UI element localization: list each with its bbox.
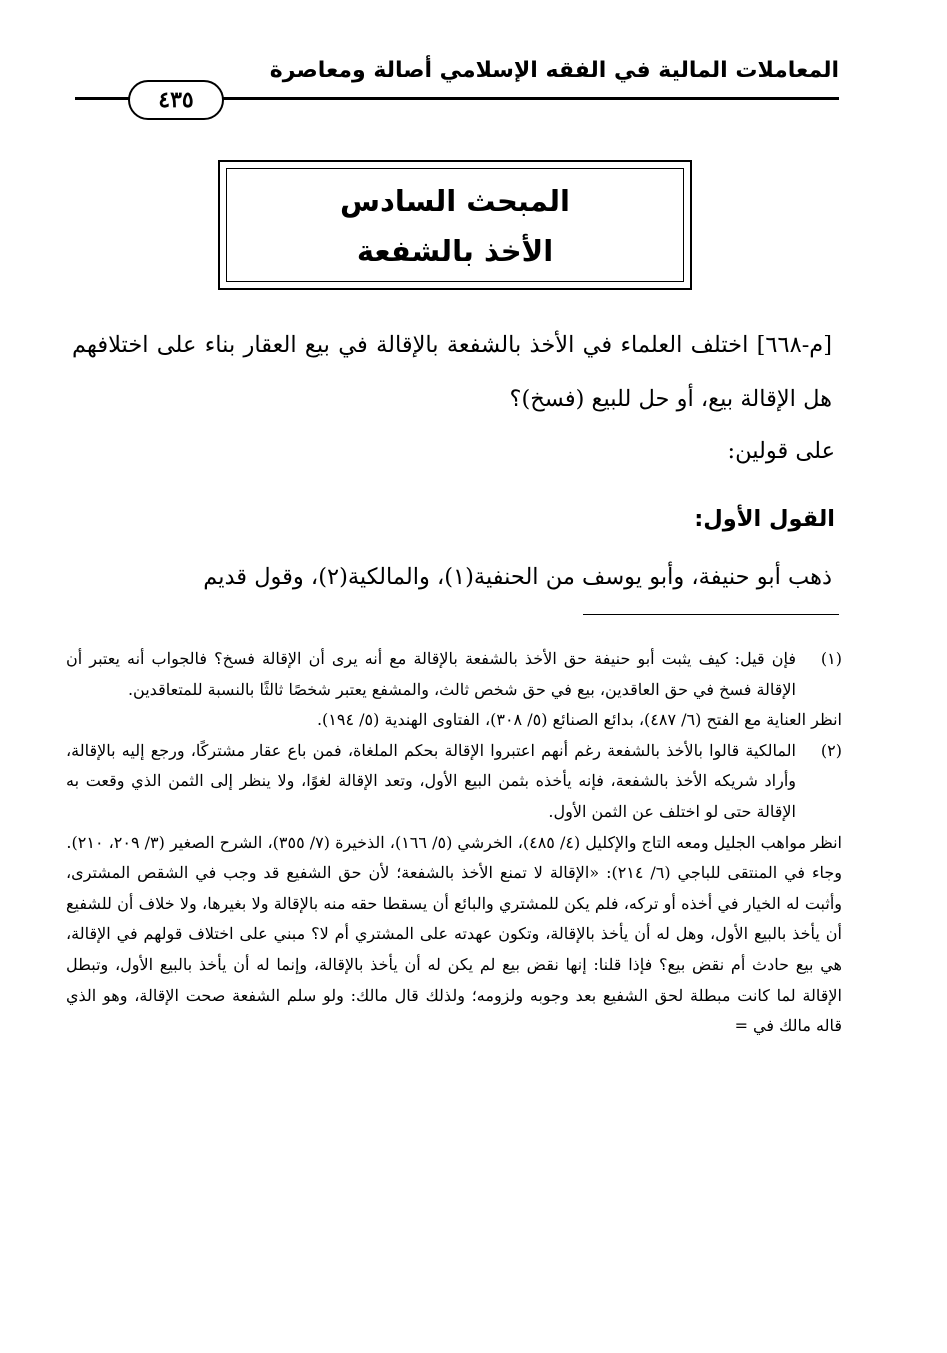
footnote-2-quote	[66, 858, 842, 1042]
body-paragraph-3: ذهب أبو حنيفة، وأبو يوسف من الحنفية(١)، والمالكية(٢)، وقول قديم	[203, 564, 832, 590]
footnote-2-reference	[66, 828, 842, 859]
body-paragraph-2: على قولين:	[727, 438, 835, 464]
footnote-mark: (١)	[820, 649, 842, 668]
section-title: المبحث السادس	[340, 184, 570, 218]
running-title: المعاملات المالية في الفقه الإسلامي أصالة ومعاصرة	[269, 58, 839, 83]
footnote-text: انظر مواهب الجليل ومعه التاج والإكليل (٤/ ٤٨٥)، الخرشي (٥/ ١٦٦)، الذخيرة (٧/ ٣٥٥)، الشرح الصغير (٣/ ٢٠٩، ٢١٠).	[66, 832, 842, 852]
page-number: ٤٣٥	[128, 80, 224, 120]
footnote-text: فإن قيل: كيف يثبت أبو حنيفة حق الأخذ بالشفعة بالإقالة مع أنه يرى أن الإقالة فسخ؟ فالجواب أنه يعتبر أن الإقالة فسخ في حق العاقدين، بيع في حق شخص ثالث، والمشفع يعتبر شخصًا ثالثًا بالنسبة للمتعاقدين.	[66, 649, 797, 699]
footnote-1	[66, 644, 842, 705]
footnote-separator	[583, 614, 839, 615]
body-paragraph-1: [م-٦٦٨] اختلف العلماء في الأخذ بالشفعة بالإقالة في بيع العقار بناء على اختلافهم هل الإقالة بيع، أو حل للبيع (فسخ)؟	[72, 332, 832, 412]
section-title-box	[218, 160, 692, 290]
section-subtitle: الأخذ بالشفعة	[356, 234, 554, 268]
footnote-text: انظر العناية مع الفتح (٦/ ٤٨٧)، بدائع الصنائع (٥/ ٣٠٨)، الفتاوى الهندية (٥/ ١٩٤).	[316, 710, 842, 730]
footnote-mark: (٢)	[820, 740, 842, 760]
opinion-heading: القول الأول:	[694, 506, 835, 532]
footnote-text: المالكية قالوا بالأخذ بالشفعة رغم أنهم اعتبروا الإقالة بحكم الملغاة، فمن باع عقار مشتركًا، ورجع إليه بالإقالة، وأراد شريكه الأخذ بالشفعة، فإنه يأخذه بثمن البيع الأول، وتعد الإقالة لغوًا، ولا ينظر إلى الثمن الذي وقعت به الإقالة حتى لو اختلف عن الثمن الأول.	[66, 740, 796, 821]
footnote-2	[66, 736, 842, 828]
footnote-text: وجاء في المنتقى للباجي (٦/ ٢١٤): «الإقالة لا تمنع الأخذ بالشفعة؛ لأن حق الشفيع قد وجب في الشقص المشترى، وأثبت له الخيار في أخذه أو تركه، فلم يكن للمشتري والبائع أن يسقطا حقه منه بالإقالة ولا بغيرها، ولا خلاف أن للشفيع أن يأخذ بالبيع الأول، وهل له أن يأخذ بالإقالة، وتكون عهدته على المشتري أم لا؟ مبني على اختلاف قولهم في الإقالة، هي بيع حادث أم نقض بيع؟ فإذا قلنا: إنها نقض بيع لم يكن له أن يأخذ بالإقالة، وإنما له أن يأخذ بالبيع الأول، وتبطل الإقالة لما كانت مبطلة لحق الشفيع بعد وجوبه ولزومه؛ ولذلك قال مالك: ولو سلم الشفعة صحت الإقالة، وهو الذي قاله مالك في =	[66, 863, 843, 1036]
footnotes	[66, 644, 842, 1042]
footnote-1-reference	[66, 705, 842, 736]
